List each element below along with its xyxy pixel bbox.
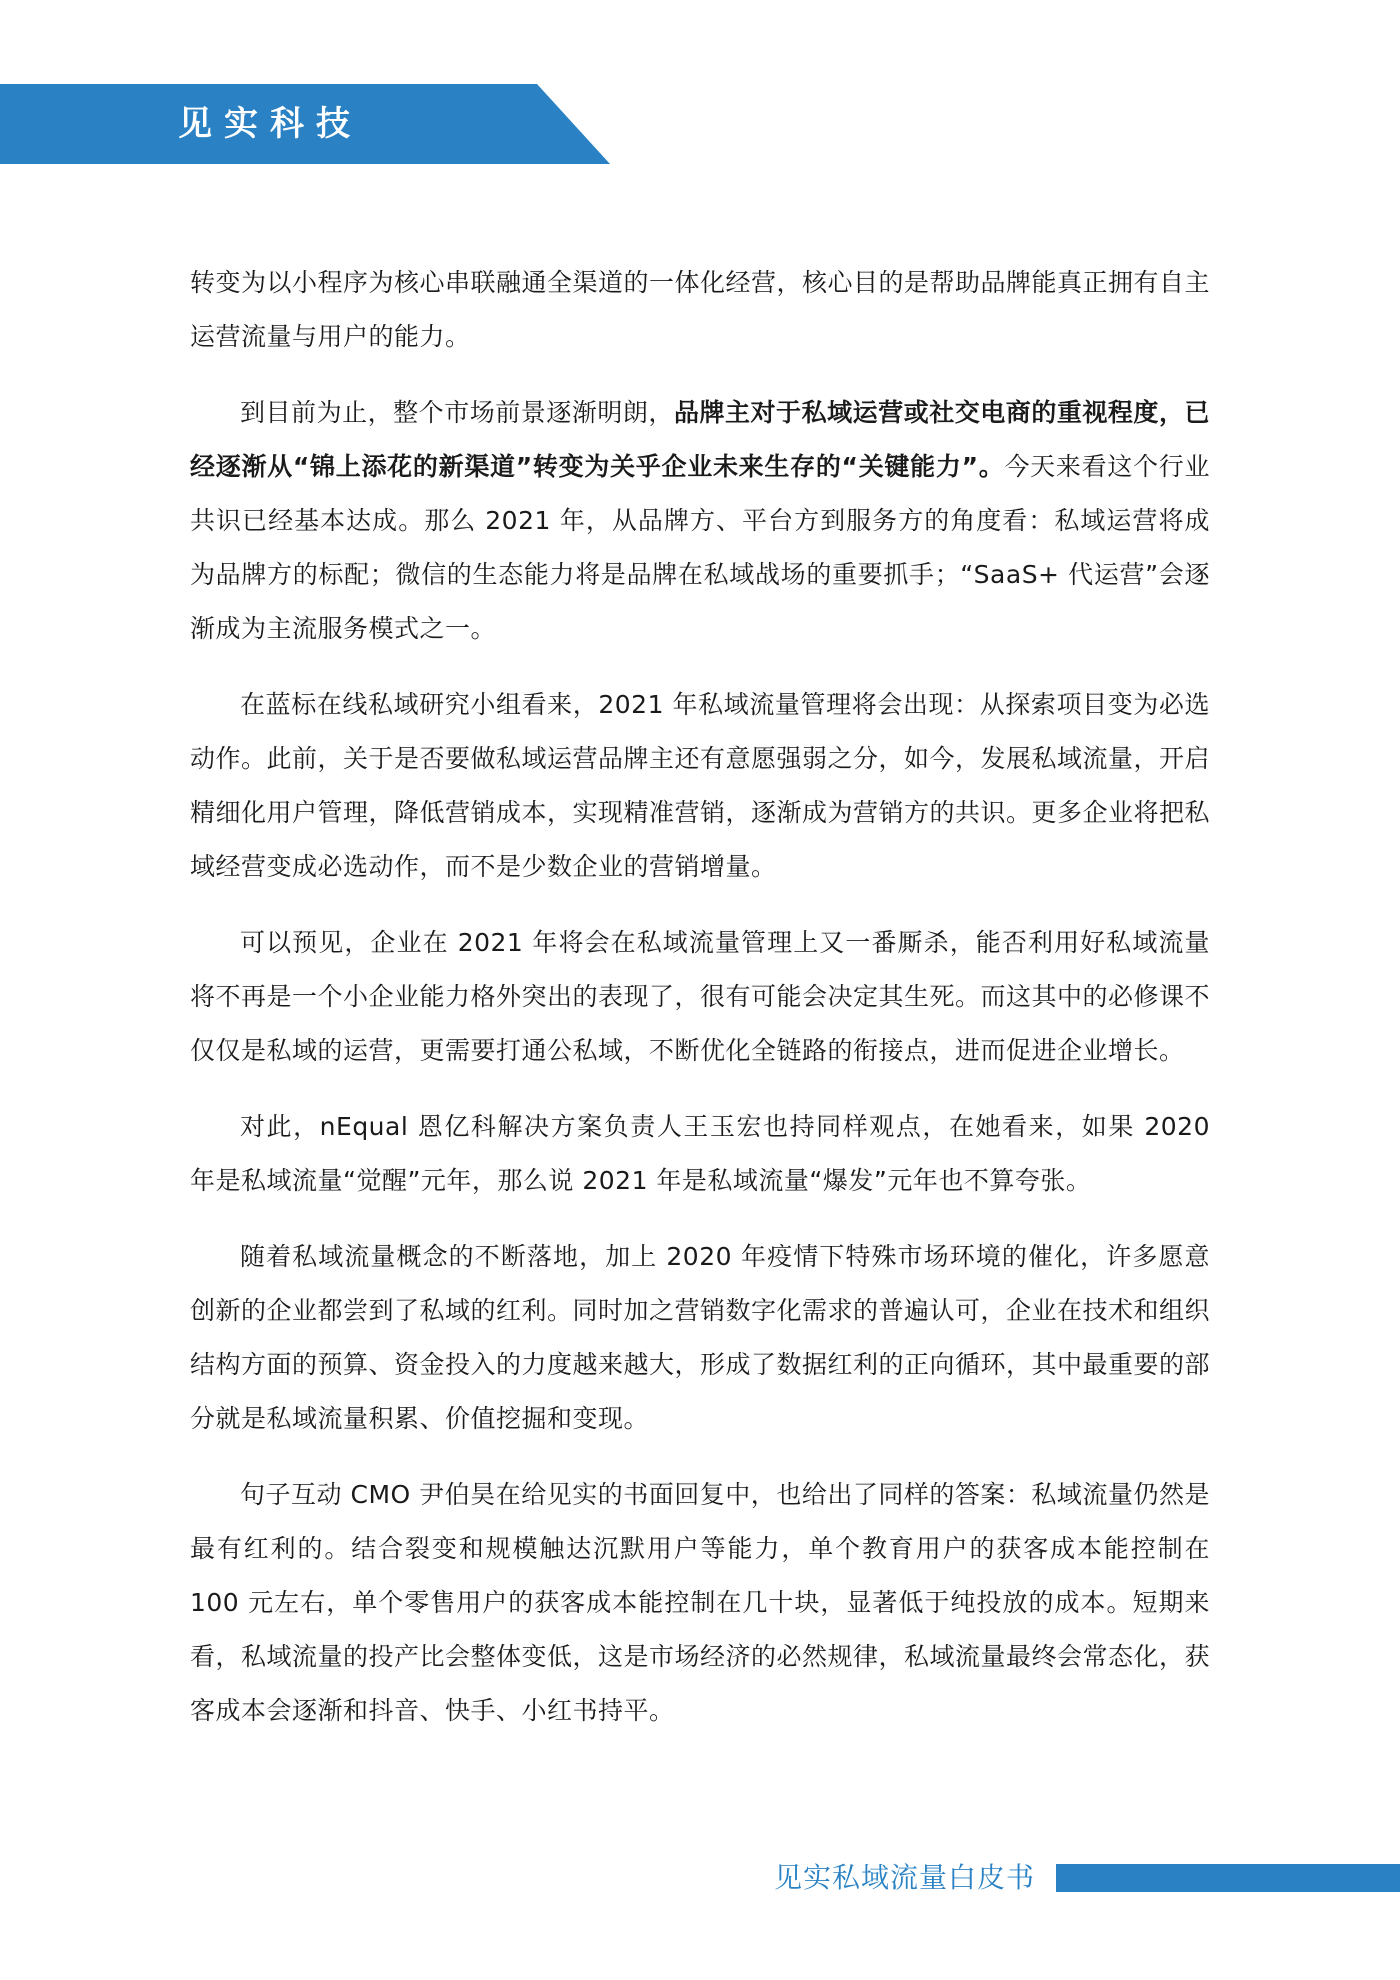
paragraph-6: 随着私域流量概念的不断落地，加上 2020 年疫情下特殊市场环境的催化，许多愿意创新的企业都尝到了私域的红利。同时加之营销数字化需求的普遍认可，企业在技术和组织结构方面的预算、资金投入的力度越来越大，形成了数据红利的正向循环，其中最重要的部分就是私域流量积累、价值挖掘和变现。 — [190, 1242, 1211, 1433]
paragraph-2-lead: 到目前为止，整个市场前景逐渐明朗， — [240, 398, 674, 427]
footer-bar — [1056, 1864, 1400, 1892]
paragraph-7: 句子互动 CMO 尹伯昊在给见实的书面回复中，也给出了同样的答案：私域流量仍然是最有红利的。结合裂变和规模触达沉默用户等能力，单个教育用户的获客成本能控制在 100 元左右，单个零售用户的获客成本能控制在几十块，显著低于纯投放的成本。短期来看，私域流量的投产比会整体变低，这是市场经济的必然规律，私域流量最终会常态化，获客成本会逐渐和抖音、快手、小红书持平。 — [190, 1480, 1211, 1725]
header-title: 见实科技 — [178, 104, 362, 144]
article-body — [190, 256, 1210, 1738]
paragraph-5: 对此，nEqual 恩亿科解决方案负责人王玉宏也持同样观点，在她看来，如果 2020 年是私域流量“觉醒”元年，那么说 2021 年是私域流量“爆发”元年也不算夸张。 — [190, 1112, 1210, 1195]
paragraph-1: 转变为以小程序为核心串联融通全渠道的一体化经营，核心目的是帮助品牌能真正拥有自主运营流量与用户的能力。 — [190, 268, 1211, 351]
paragraph-2-emphasis: 品牌主对于私域运营或社交电商的重视程度，已经逐渐从“锦上添花的新渠道”转变为关乎企业未来生存的“关键能力”。 — [190, 398, 1210, 481]
paragraph-2-tail: 今天来看这个行业共识已经基本达成。那么 2021 年，从品牌方、平台方到服务方的角度看：私域运营将成为品牌方的标配；微信的生态能力将是品牌在私域战场的重要抓手；“SaaS+ 代运营”会逐渐成为主流服务模式之一。 — [190, 452, 1210, 643]
paragraph-3: 在蓝标在线私域研究小组看来，2021 年私域流量管理将会出现：从探索项目变为必选动作。此前，关于是否要做私域运营品牌主还有意愿强弱之分，如今，发展私域流量，开启精细化用户管理，降低营销成本，实现精准营销，逐渐成为营销方的共识。更多企业将把私域经营变成必选动作，而不是少数企业的营销增量。 — [190, 690, 1211, 881]
paragraph-2 — [190, 386, 1210, 656]
paragraph-4: 可以预见，企业在 2021 年将会在私域流量管理上又一番厮杀，能否利用好私域流量将不再是一个小企业能力格外突出的表现了，很有可能会决定其生死。而这其中的必修课不仅仅是私域的运营，更需要打通公私域，不断优化全链路的衔接点，进而促进企业增长。 — [190, 928, 1211, 1065]
footer-title: 见实私域流量白皮书 — [773, 1861, 1035, 1894]
